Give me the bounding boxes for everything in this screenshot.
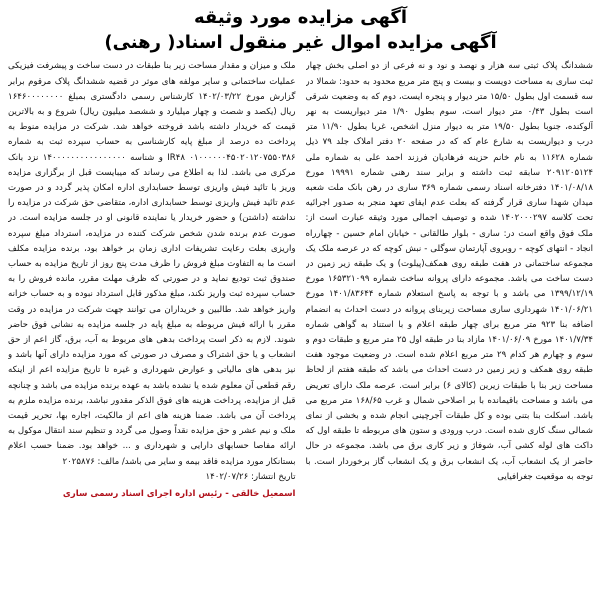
left-column xyxy=(8,59,296,544)
notice-title: آگهی مزایده مورد وثیقه xyxy=(193,7,408,28)
notice-subtitle: آگهی مزایده اموال غیر منقول اسناد( رهنی) xyxy=(104,31,497,53)
signature: اسمعیل خالقی - رئیس اداره اجرای اسناد رسمی ساری xyxy=(62,489,296,500)
notice-columns xyxy=(8,59,593,544)
publish-date: تاریخ انتشار: ۱۴۰۲/۰۷/۲۶ xyxy=(205,471,296,482)
right-column xyxy=(306,59,594,544)
right-column-text: ششدانگ پلاک ثبتی سه هزار و نهصد و نود و نه فرعی از دو اصلی بخش چهار ثبت ساری به مساحت دویست و بیست و پنج متر مربع محدود به حدود: شمالا در سه قسمت اول بطول ۱۵/۵۰ متر دیوار و پنجره ایست، دوم که به وضعیت شرقی است بطول ۰/۴۳ متر دیوار است، سوم بطول ۱/۹۰ متر دیواریست به نهر آلوکنده، جنوبا بطول ۱۹/۵۰ متر به دیوار منزل اشخص، غربا بطول ۱۱/۹۰ متر درب و دیواریست به شارع عام که که در صفحه ۲۰ دفتر املاک جلد ۷۹ ذیل شماره ۱۱۶۲۸ به نام خانم حزینه فرهادیان فرزند احمد علی به شماره ملی ۲۰۹۱۲۰۵۱۲۴ سابقه ثبت داشته و برابر سند رهنی شماره ۱۹۹۹۱ مورخ ۱۴۰۱/۰۸/۱۸ دفترخانه اسناد رسمی شماره ۳۶۹ ساری در رهن بانک ملت شعبه میدان شهدا ساری قرار گرفته که بعلت عدم ایفای تعهد منجر به صدور اجرائیه تحت کلاسه ۱۴۰۲۰۰۰۲۹۷ شده و توصیف اجمالی مورد وثیقه عبارت است از: ملک فوق واقع است در: ساری - بلوار طالقانی - خیابان امام حسین - چهارراه انجاد - انتهای کوچه - روبروی آپارتمان سوگلی - نبش کوچه که در عرصه ملک یک مجموعه ساختمانی در هفت طبقه روی همکف(پیلوت) و یک طبقه زیر زمین در دست ساخت می باشد. مجموعه دارای پروانه ساخت شماره ۱۶۵۳۲۱۰۹۹ مورخ ۱۳۹۹/۱۲/۱۹ می باشد و با توجه به پاسخ استعلام شماره ۱۴۰۱/۸۳۶۴۴ مورخ ۱۴۰۱/۰۶/۲۱ شهرداری ساری مساحت زیربنای پروانه در دست احداث به انضمام اضافه بنا ۹۲۳ متر مربع برای چهار طبقه اعلام و با استناد به گواهی شماره ۱۴۰۱/۷/۳۴ مورخ ۱۴۰۱/۰۶/۰۹ مازاد بنا در طبقه اول ۲۵ متر مربع و طبقات دوم و سوم و چهارم هر کدام ۲۹ متر مربع اعلام شده است. در وضعیت موجود هفت طبقه روی همکف و زیر زمین در دست احداث می باشد که طبقه هفتم از لحاظ مساحت زیر بنا با طبقات زیرین (کالای ۶) برابر است. عرصه ملک دارای تعریض می باشد و مساحت باقیمانده با بر اصلاحی شمال و غرب ۱۶۸/۶۵ متر مربع می باشد. اسکلت بنا بتنی بوده و کل طبقات آجرچینی انجام شده و بخشی از نمای شمالی سنگ کاری شده است. درب ورودی و ستون های مربوطه تا طبقه اول که داکت های لوله کشی آب، شوفاژ و زیر کاری برق می باشد. مجموعه در حال حاضر از یک انشعاب آب، یک انشعاب برق و یک انشعاب گاز برخوردار است. با توجه به موقعیت جغرافیایی xyxy=(305,61,593,482)
left-column-text: ملک و میزان و مقدار مساحت زیر بنا طبقات در دست ساخت و پیشرفت فیزیکی عملیات ساختمانی و سایر مولفه های موثر در قضیه ششدانگ پلاک مرقوم برابر گزارش مورخ ۱۴۰۲/۰۳/۲۲ کارشناس رسمی دادگستری بمبلغ ۱۶۴۶۰۰۰۰۰۰۰۰ ریال (یکصد و شصت و چهار میلیارد و ششصد میلیون ریال) شروع و به بالاترین قیمت که خریدار داشته باشد فروخته خواهد شد. شرکت در مزایده منوط به پرداخت ده درصد از مبلغ پایه کارشناسی به حساب سپرده ثبت به شماره ۰۱۰۰۰۰۰۰۴۵۰۲۰۱۲۰۷۵۵۰۳۸۶ IR۴۸ و شناسه ۱۴۰۰۰۰۰۰۰۰۰۰۰۰۰۰۰۰ نزد بانک مرکزی می باشد. لذا به اطلاع می رساند که میبایست قبل از برگزاری مزایده وریز با تائید فیش واریزی توسط حسابداری اداره امکان پذیر گردد و در صورت عدم تائید فیش واریزی توسط حسابداری اداره، متقاضی حق شرکت در مزایده را نداشته (داشتن) و حضور خریدار یا نماینده قانونی او در جلسه مزایده است. در صورت عدم برنده شدن شخص شرکت کننده در مزایده، استرداد مبلغ سپرده واریزی بعلت رعایت تشریفات اداری زمان بر خواهد بود، برنده مزایده مکلف است ما به التفاوت مبلغ فروش را ظرف مدت پنج روز از تاریخ مزایده به حساب صندوق ثبت تودیع نماید و در صورتی که ظرف مهلت مقرر، مانده فروش را به حساب سپرده ثبت واریز نکند، مبلغ مذکور قابل استرداد نبوده و به حساب خزانه واریز خواهد شد. طالبین و خریداران می توانند جهت شرکت در مزایده در وقت مقرر با ارائه فیش مربوطه به مبلغ پایه در جلسه مزایده به نشانی فوق حاضر شوند. لازم به ذکر است پرداخت بدهی های مربوط به آب، برق، گاز اعم از حق انشعاب و یا حق اشتراک و مصرف در صورتی که مورد مزایده دارای آنها باشد و نیز بدهی های مالیاتی و عوارض شهرداری و غیره تا تاریخ مزایده اعم از اینکه رقم قطعی آن معلوم شده یا نشده باشد به عهده برنده مزایده می باشد و چنانچه قبل از مزایده، پرداخت هزینه های فوق الذکر مقدور نباشد، برنده مزایده ملزم به پرداخت آن می باشد. ضمنا هزینه های اعم از مالکیت، اجاره بها، تحریر قیمت ملک و نیم عشر و حق مزایده نقداً وصول می گردد و تنظیم سند انتقال موکول به ارائه مفاصا حسابهای دارایی و شهرداری و ... خواهد بود. ضمنا حسب اعلام بستانکار مورد مزایده فاقد بیمه و سایر می باشد/ مالف: ۲۰۲۵۸۷۶ xyxy=(8,61,296,467)
